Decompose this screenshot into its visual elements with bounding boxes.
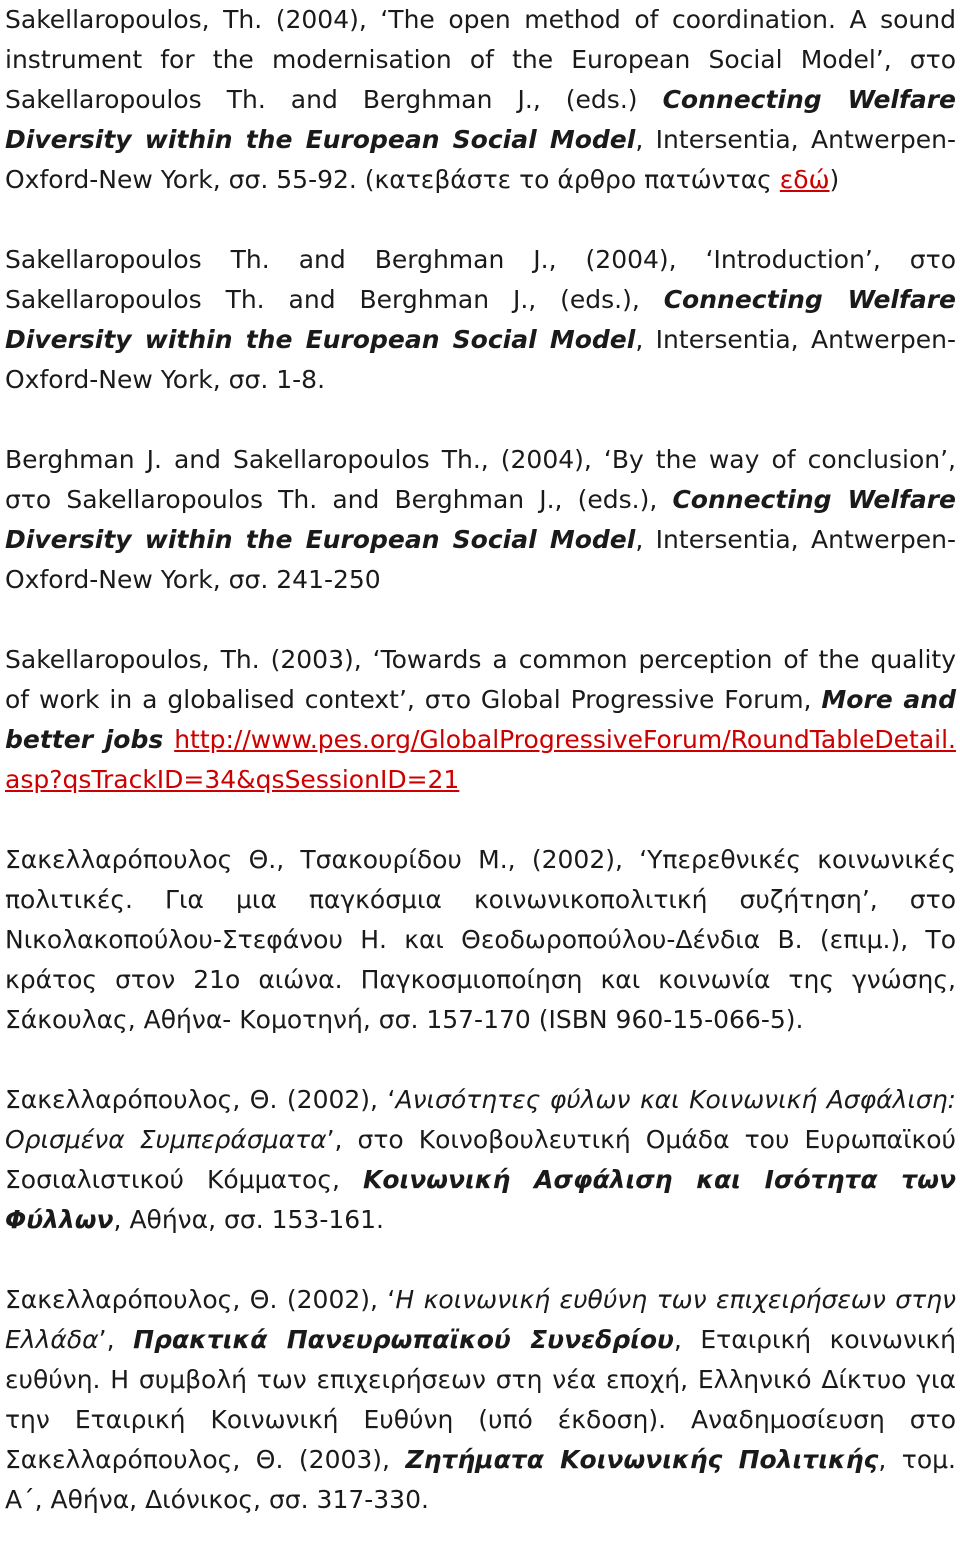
book-title: Connecting Welfare Diversity within the European Social Model — [5, 85, 957, 154]
reference-text: Sakellaropoulos, Th. (2003), ‘Towards a common perception of the quality of work in a globalised context’, στο Global Progressive Forum, — [5, 645, 956, 714]
download-link[interactable]: εδώ — [779, 165, 830, 194]
book-title: Ζητήματα Κοινωνικής Πολιτικής — [405, 1445, 879, 1474]
book-title: Κοινωνική Ασφάλιση και Ισότητα των Φύλλων — [5, 1165, 956, 1234]
reference-text: , Εταιρική κοινωνική ευθύνη. Η συμβολή των επιχειρήσεων στη νέα εποχή, Ελληνικό Δίκτυο για την Εταιρική Κοινωνική Ευθύνη (υπό έκδοση). Αναδημοσίευση στο Σακελλαρόπουλος, Θ. (2003), — [5, 1325, 956, 1474]
reference-text: ’, στο Κοινοβουλευτική Ομάδα του Ευρωπαϊκού Σοσιαλιστικού Κόμματος, — [5, 1125, 956, 1194]
reference-item — [5, 1280, 956, 1520]
reference-text: Sakellaropoulos, Th. (2004), ‘The open method of coordination. A sound instrument for the modernisation of the European Social Model’, στο Sakellaropoulos Th. and Berghman J., (eds.) — [5, 5, 956, 114]
reference-text: ’, — [98, 1325, 134, 1354]
reference-item — [5, 0, 956, 200]
book-title: Connecting Welfare Diversity within the European Social Model — [5, 485, 956, 554]
reference-text: Berghman J. and Sakellaropoulos Th., (2004), ‘By the way of conclusion’, στο Sakellaropoulos Th. and Berghman J., (eds.), — [5, 445, 956, 514]
reference-list — [5, 0, 956, 1520]
reference-text: Σακελλαρόπουλος, Θ. (2002), ‘ — [5, 1085, 396, 1114]
reference-text: , τομ. Α΄, Αθήνα, Διόνικος, σσ. 317-330. — [5, 1445, 956, 1514]
reference-text: , Intersentia, Antwerpen-Oxford-New York, σσ. 241-250 — [5, 525, 956, 594]
reference-text: ) — [829, 165, 840, 194]
article-title: Η κοινωνική ευθύνη των επιχειρήσεων στην Ελλάδα — [5, 1285, 956, 1354]
reference-text: Σακελλαρόπουλος Θ., Τσακουρίδου Μ., (2002), ‘Υπερεθνικές κοινωνικές πολιτικές. Για μια παγκόσμια κοινωνικοπολιτική συζήτηση’, στο Νικολακοπούλου-Στεφάνου Η. και Θεοδωροπούλου-Δένδια Β. (επιμ.), Το κράτος στον 21ο αιώνα. Παγκοσμιοποίηση και κοινωνία της γνώσης, Σάκουλας, Αθήνα- Κομοτηνή, σσ. 157-170 (ISBN 960-15-066-5). — [5, 845, 956, 1034]
book-title: Πρακτικά Πανευρωπαϊκού Συνεδρίου — [133, 1325, 674, 1354]
reference-item — [5, 1080, 956, 1240]
article-title: Ανισότητες φύλων και Κοινωνική Ασφάλιση: Ορισμένα Συμπεράσματα — [5, 1085, 956, 1154]
book-title: Connecting Welfare Diversity within the European Social Model — [5, 285, 956, 354]
reference-text: , Αθήνα, σσ. 153-161. — [113, 1205, 385, 1234]
reference-item — [5, 840, 956, 1040]
book-title: More and better jobs — [5, 685, 956, 754]
reference-item — [5, 440, 956, 600]
reference-item — [5, 240, 956, 400]
reference-text: Sakellaropoulos Th. and Berghman J., (2004), ‘Introduction’, στο Sakellaropoulos Th. and Berghman J., (eds.), — [5, 245, 956, 314]
reference-url-link[interactable]: http://www.pes.org/GlobalProgressiveForum/RoundTableDetail.asp?qsTrackID=34&qsSessionID=21 — [5, 725, 956, 794]
reference-text: Σακελλαρόπουλος, Θ. (2002), ‘ — [5, 1285, 396, 1314]
reference-text: , Intersentia, Antwerpen-Oxford-New York, σσ. 55-92. (κατεβάστε το άρθρο πατώντας — [5, 125, 956, 194]
reference-item — [5, 640, 956, 800]
reference-text: , Intersentia, Antwerpen-Oxford-New York, σσ. 1-8. — [5, 325, 956, 394]
